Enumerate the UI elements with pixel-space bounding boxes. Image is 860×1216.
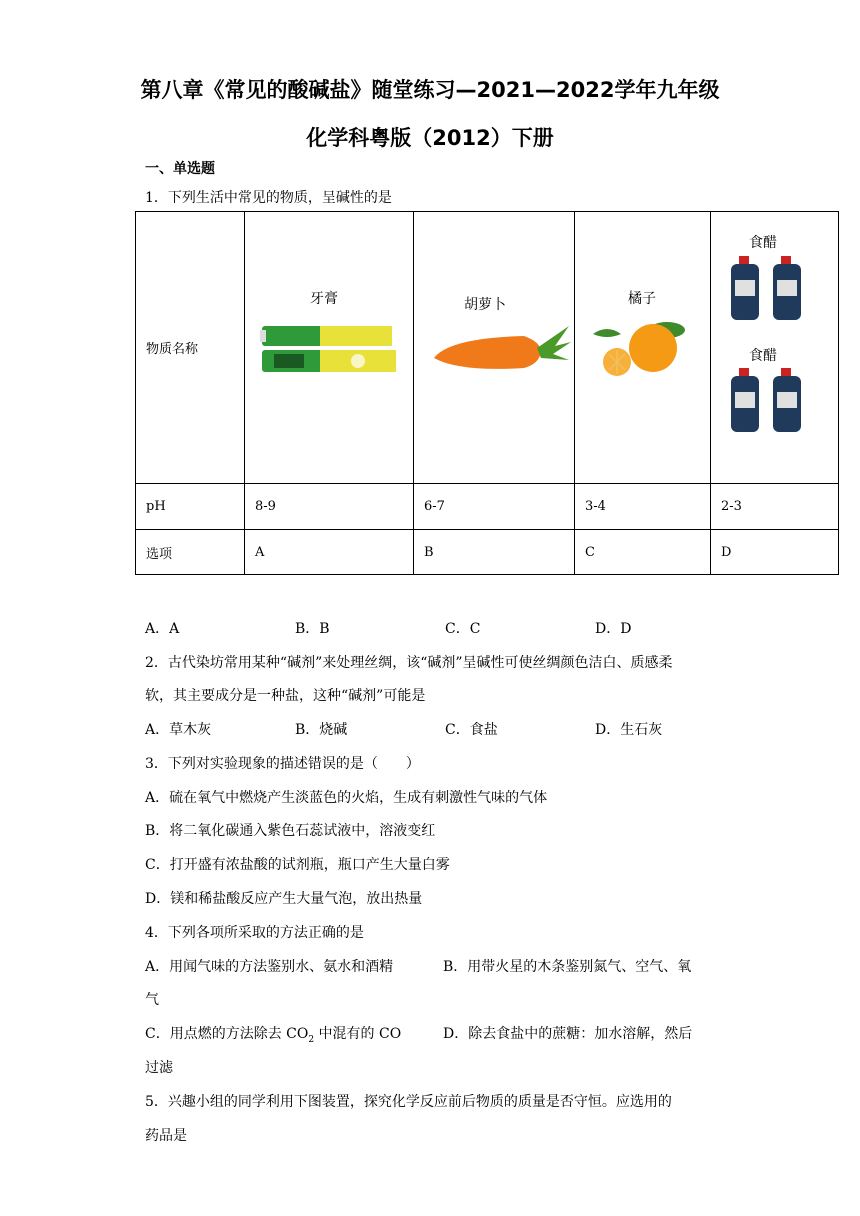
section-heading: 一、单选题 [145,161,215,177]
q4-option-d[interactable]: D．除去食盐中的蔗糖：加水溶解，然后 [443,1026,693,1042]
q4-option-b[interactable]: B．用带火星的木条鉴别氮气、空气、氧 [443,959,692,975]
ph-cell: 3-4 [575,484,711,530]
option-cell: D [711,530,839,575]
q2-option-d[interactable]: D．生石灰 [595,722,663,738]
q3-option-c[interactable]: C．打开盛有浓盐酸的试剂瓶，瓶口产生大量白雾 [145,857,450,873]
q2-stem-line2: 软，其主要成分是一种盐，这种“碱剂”可能是 [145,688,426,704]
cell-orange [575,212,711,484]
vinegar-bottles-bottom [727,368,817,432]
row-header-option: 选项 [136,530,245,575]
title-line-2: 化学科粤版（2012）下册 [306,126,554,150]
ph-cell: 8-9 [245,484,414,530]
ph-cell: 2-3 [711,484,839,530]
orange-image [587,310,702,378]
q2-option-a[interactable]: A．草木灰 [145,722,212,738]
table-row [136,484,839,530]
co2-subscript: 2 [308,1034,315,1045]
vinegar-label-bottom: 食醋 [749,348,777,364]
q1-option-a[interactable]: A．A [145,621,180,637]
row-header-ph: pH [136,484,245,530]
option-cell: A [245,530,414,575]
option-cell: B [414,530,575,575]
cell-toothpaste [245,212,414,484]
row-header-name: 物质名称 [136,212,245,484]
q3-stem: 3．下列对实验现象的描述错误的是（ ） [145,756,420,772]
q1-option-b[interactable]: B．B [295,621,330,637]
q4-option-c-pre: C．用点燃的方法除去 CO [145,1026,309,1042]
q5-stem-line1: 5．兴趣小组的同学利用下图装置，探究化学反应前后物质的质量是否守恒。应选用的 [145,1094,672,1110]
vinegar-label-top: 食醋 [749,235,777,251]
q4-option-c-post: 中混有的 CO [314,1026,402,1042]
q3-option-b[interactable]: B．将二氧化碳通入紫色石蕊试液中，溶液变红 [145,823,436,839]
cell-vinegar [711,212,839,484]
carrot-label: 胡萝卜 [464,297,506,313]
q5-stem-line2: 药品是 [145,1128,187,1144]
q4-stem: 4．下列各项所采取的方法正确的是 [145,925,364,941]
q1-table [135,211,839,575]
toothpaste-label: 牙膏 [310,291,338,307]
option-cell: C [575,530,711,575]
q4-option-b-cont: 气 [145,992,159,1008]
cell-carrot [414,212,575,484]
table-row [136,212,839,484]
q3-option-d[interactable]: D．镁和稀盐酸反应产生大量气泡，放出热量 [145,891,423,907]
q3-option-a[interactable]: A．硫在氧气中燃烧产生淡蓝色的火焰，生成有刺激性气味的气体 [145,790,548,806]
q1-option-d[interactable]: D．D [595,621,632,637]
q1-stem: 1．下列生活中常见的物质，呈碱性的是 [145,190,392,206]
title-line-1: 第八章《常见的酸碱盐》随堂练习—2021—2022学年九年级 [140,78,720,102]
q2-option-b[interactable]: B．烧碱 [295,722,348,738]
q2-stem-line1: 2．古代染坊常用某种“碱剂”来处理丝绸，该“碱剂”呈碱性可使丝绸颜色洁白、质感柔 [145,655,673,671]
table-row [136,530,839,575]
orange-label: 橘子 [628,291,656,307]
vinegar-bottles-top [727,256,817,320]
toothpaste-image [260,320,400,380]
q4-option-a[interactable]: A．用闻气味的方法鉴别水、氨水和酒精 [145,959,394,975]
carrot-image [429,320,574,380]
q2-option-c[interactable]: C．食盐 [445,722,498,738]
q4-option-c[interactable] [145,1023,401,1045]
q1-option-c[interactable]: C．C [445,621,481,637]
q4-option-d-cont: 过滤 [145,1060,173,1076]
ph-cell: 6-7 [414,484,575,530]
